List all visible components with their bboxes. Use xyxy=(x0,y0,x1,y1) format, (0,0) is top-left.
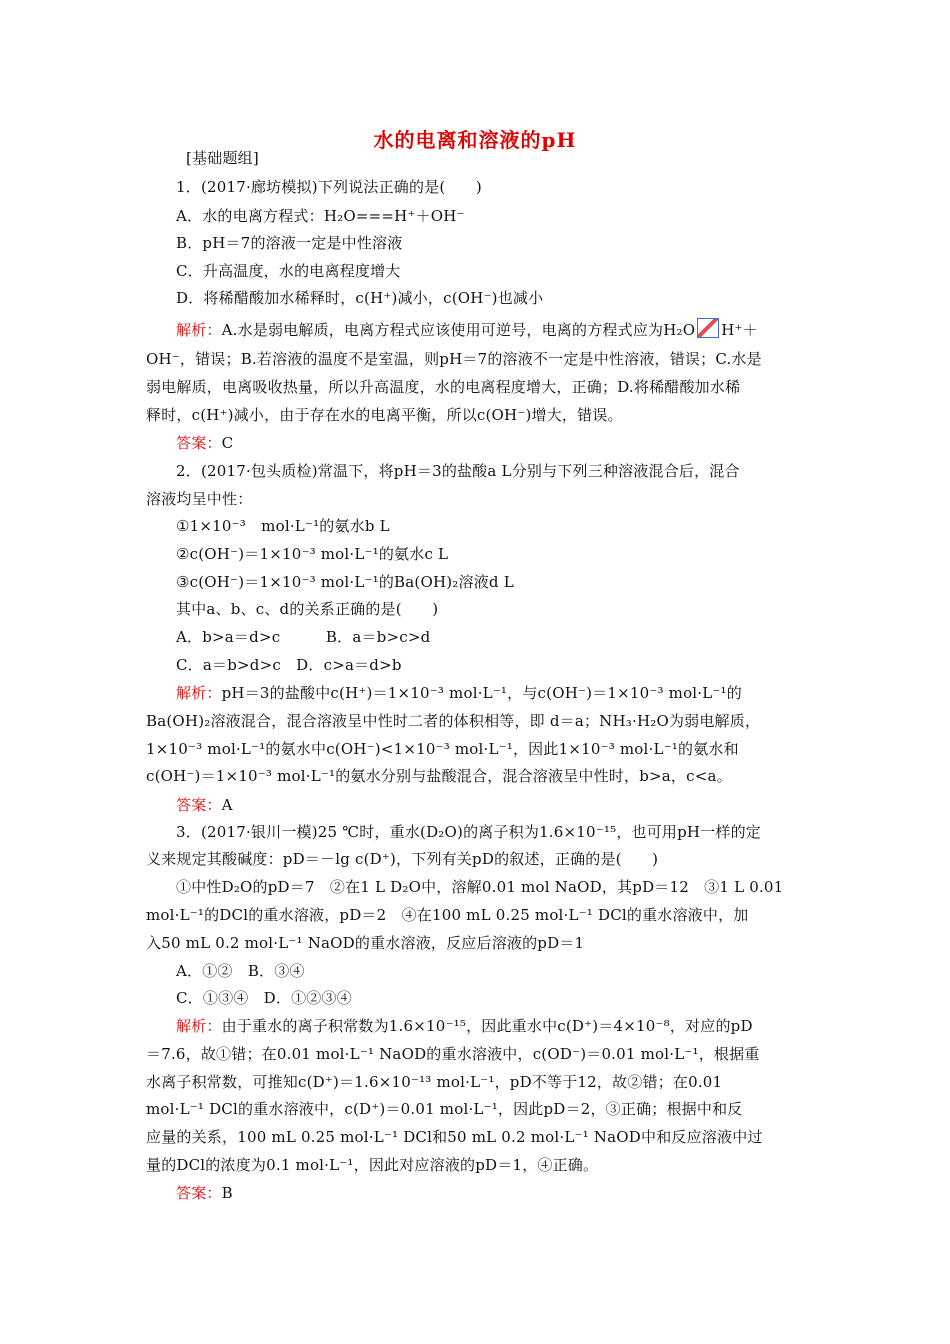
q2-analysis-line: Ba(OH)₂溶液混合，混合溶液呈中性时二者的体积相等，即 d＝a；NH₃·H₂O为弱电解质， xyxy=(146,712,761,730)
q3-analysis-line: 量的DCl的浓度为0.1 mol·L⁻¹，因此对应溶液的pD＝1，④正确。 xyxy=(146,1156,599,1174)
reversible-arrow-icon xyxy=(697,318,719,338)
q2-question: 其中a、b、c、d的关系正确的是( ) xyxy=(176,600,439,618)
analysis-label: 解析： xyxy=(176,1017,222,1035)
q2-item-3: ③c(OH⁻)＝1×10⁻³ mol·L⁻¹的Ba(OH)₂溶液d L xyxy=(176,573,514,591)
q1-analysis-line: OH⁻，错误；B.若溶液的温度不是室温，则pH＝7的溶液不一定是中性溶液，错误；C.水是 xyxy=(146,350,762,368)
q3-items: mol·L⁻¹的DCl的重水溶液，pD＝2 ④在100 mL 0.25 mol·L⁻¹ DCl的重水溶液中，加 xyxy=(146,906,749,924)
q3-analysis-line: ＝7.6，故①错；在0.01 mol·L⁻¹ NaOD的重水溶液中，c(OD⁻)＝0.01 mol·L⁻¹，根据重 xyxy=(146,1045,760,1063)
analysis-label: 解析： xyxy=(176,684,222,702)
q1-analysis-line: 释时，c(H⁺)减小，由于存在水的电离平衡，所以c(OH⁻)增大，错误。 xyxy=(146,406,623,424)
q1-option-b: B．pH＝7的溶液一定是中性溶液 xyxy=(176,234,403,252)
answer-label: 答案： xyxy=(176,434,222,452)
q3-analysis-line xyxy=(176,1016,810,1036)
q1-analysis-line xyxy=(176,318,810,340)
q3-answer xyxy=(176,1183,810,1203)
q3-items: 入50 mL 0.2 mol·L⁻¹ NaOD的重水溶液，反应后溶液的pD＝1 xyxy=(146,934,585,952)
q2-analysis-line: 1×10⁻³ mol·L⁻¹的氨水中c(OH⁻)<1×10⁻³ mol·L⁻¹，因此1×10⁻³ mol·L⁻¹的氨水和 xyxy=(146,740,739,758)
q2-options-ab: A．b>a＝d>c B．a＝b>c>d xyxy=(176,628,431,646)
q1-option-c: C．升高温度，水的电离程度增大 xyxy=(176,262,401,280)
analysis-text: H⁺＋ xyxy=(721,321,758,339)
q1-stem: 1．(2017·廊坊模拟)下列说法正确的是( ) xyxy=(176,178,482,196)
q3-analysis-line: mol·L⁻¹ DCl的重水溶液中，c(D⁺)＝0.01 mol·L⁻¹，因此pD＝2，③正确；根据中和反 xyxy=(146,1100,743,1118)
analysis-text: pH＝3的盐酸中c(H⁺)＝1×10⁻³ mol·L⁻¹，与c(OH⁻)＝1×10⁻³ mol·L⁻¹的 xyxy=(221,684,742,702)
answer-label: 答案： xyxy=(176,796,222,814)
q3-stem: 义来规定其酸碱度：pD＝－lg c(D⁺)，下列有关pD的叙述，正确的是( ) xyxy=(146,850,659,868)
document-title: 水的电离和溶液的pH xyxy=(373,128,577,152)
q2-answer xyxy=(176,795,810,815)
analysis-label: 解析： xyxy=(176,321,222,339)
q2-analysis-line xyxy=(176,683,810,703)
q1-option-d: D．将稀醋酸加水稀释时，c(H⁺)减小，c(OH⁻)也减小 xyxy=(176,289,544,307)
q1-analysis-line: 弱电解质，电离吸收热量，所以升高温度，水的电离程度增大，正确；D.将稀醋酸加水稀 xyxy=(146,378,741,396)
answer-value: A xyxy=(221,796,233,814)
q3-analysis-line: 应量的关系，100 mL 0.25 mol·L⁻¹ DCl和50 mL 0.2 mol·L⁻¹ NaOD中和反应溶液中过 xyxy=(146,1128,763,1146)
section-label: [基础题组] xyxy=(186,149,259,167)
q2-item-2: ②c(OH⁻)＝1×10⁻³ mol·L⁻¹的氨水c L xyxy=(176,545,449,563)
answer-value: B xyxy=(221,1184,233,1202)
q2-analysis-line: c(OH⁻)＝1×10⁻³ mol·L⁻¹的氨水分别与盐酸混合，混合溶液呈中性时，b>a，c<a。 xyxy=(146,767,732,785)
answer-label: 答案： xyxy=(176,1184,222,1202)
q2-stem: 溶液均呈中性： xyxy=(146,490,253,508)
q3-stem: 3．(2017·银川一模)25 ℃时，重水(D₂O)的离子积为1.6×10⁻¹⁵，也可用pH一样的定 xyxy=(176,823,762,841)
q2-options-cd: C．a＝b>d>c D．c>a＝d>b xyxy=(176,656,402,674)
analysis-text: 由于重水的离子积常数为1.6×10⁻¹⁵，因此重水中c(D⁺)＝4×10⁻⁸，对应的pD xyxy=(221,1017,753,1035)
q3-items: ①中性D₂O的pD＝7 ②在1 L D₂O中，溶解0.01 mol NaOD，其pD＝12 ③1 L 0.01 xyxy=(176,878,784,896)
q1-option-a: A．水的电离方程式：H₂O===H⁺＋OH⁻ xyxy=(176,207,465,225)
q3-analysis-line: 水离子积常数，可推知c(D⁺)＝1.6×10⁻¹³ mol·L⁻¹，pD不等于12，故②错；在0.01 xyxy=(146,1073,723,1091)
q2-stem: 2．(2017·包头质检)常温下，将pH＝3的盐酸a L分别与下列三种溶液混合后，混合 xyxy=(176,462,740,480)
q2-item-1: ①1×10⁻³ mol·L⁻¹的氨水b L xyxy=(176,517,390,535)
answer-value: C xyxy=(221,434,234,452)
analysis-text: A.水是弱电解质，电离方程式应该使用可逆号，电离的方程式应为H₂O xyxy=(221,321,696,339)
q1-answer xyxy=(176,433,810,453)
q3-options-ab: A．①② B．③④ xyxy=(176,962,305,980)
q3-options-cd: C．①③④ D．①②③④ xyxy=(176,989,352,1007)
